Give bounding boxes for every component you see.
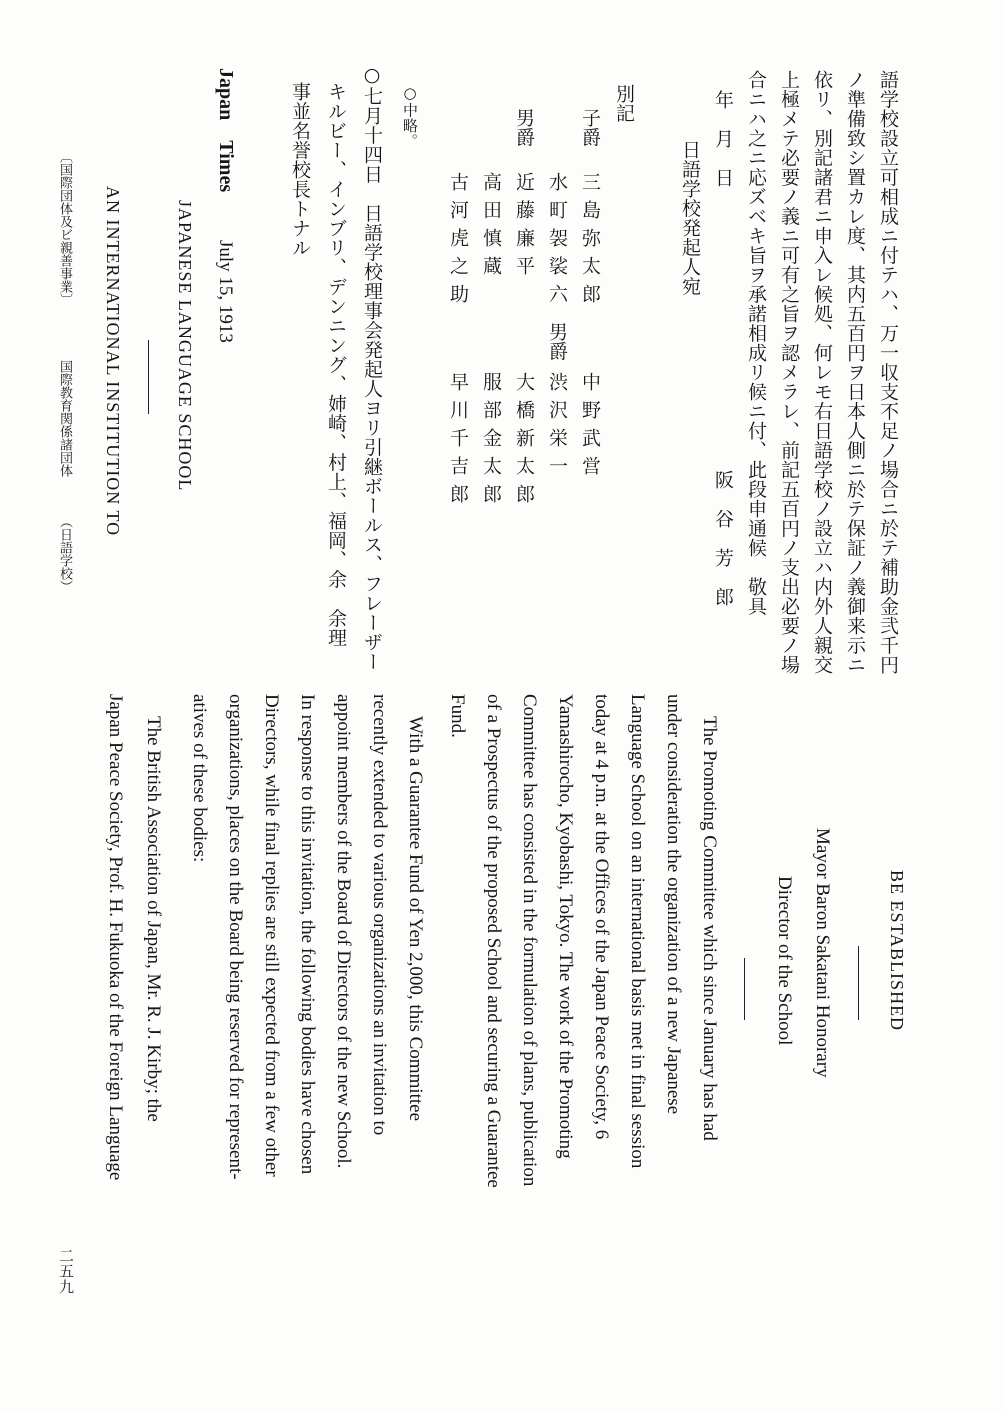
appendix-c2-name-2: 渋沢栄一 <box>546 372 568 484</box>
appendix-c1-name-2: 水町袈裟六 <box>546 172 568 312</box>
article-line-2: under consideration the organization of a new Japanese <box>663 694 684 1115</box>
july-note-line-1: ○七月十四日 日語学校理事会発起人ヨリ引継ボールス、フレーザー <box>361 64 383 672</box>
letter-line-1: 語学校設立可相成ニ付テハ、万一収支不足ノ場合ニ於テ補助金弐千円 <box>877 70 899 675</box>
title-rule-3 <box>744 958 745 1020</box>
july-note-line-3: 事並名誉校長トナル <box>289 82 311 258</box>
appendix-heading: 別記 <box>613 84 635 123</box>
article-line-14: organizations, places on the Board being reserved for represent- <box>225 694 246 1180</box>
letter-line-5: 合ニハ之ニ応ズベキ旨ヲ承諾相成リ候ニ付、此段申通候 敬具 <box>745 70 767 616</box>
article-line-8: Fund. <box>447 694 468 738</box>
newspaper-name: Japan Times <box>215 68 237 193</box>
letter-addressee: 日語学校発起人宛 <box>679 140 701 296</box>
article-subtitle-1: Mayor Baron Sakatani Honorary <box>812 828 833 1078</box>
article-line-5: Yamashirocho, Kyobashi, Tokyo. The work of the Promoting <box>555 694 576 1159</box>
newspaper-date: July 15, 1913 <box>215 240 236 343</box>
footer-category: 〔国際団体及ビ親善事業〕 <box>57 150 72 306</box>
footer-subsection: （日語学校） <box>57 515 72 593</box>
page-number: 二五九 <box>57 1248 75 1295</box>
article-title-1: JAPANESE LANGUAGE SCHOOL <box>175 200 195 492</box>
letter-line-2: ノ準備致シ置カレ度、其内五百円ヲ日本人側ニ於テ保証ノ義御来示ニ <box>844 70 866 675</box>
letter-line-3: 依リ、別記諸君ニ申入レ候処、何レモ右日語学校ノ設立ハ内外人親交 <box>811 70 833 675</box>
appendix-c1-name-3: 近藤廉平 <box>513 172 535 284</box>
appendix-c2-name-5: 早川千吉郎 <box>447 372 469 512</box>
letter-line-4: 上極メテ必要ノ義ニ可有之旨ヲ認メラレ、前記五百円ノ支出必要ノ場 <box>778 70 800 675</box>
letter-signer: 阪 谷 芳 郎 <box>712 470 734 607</box>
omission-note: ○中略。 <box>401 84 419 149</box>
article-line-7: of a Prospectus of the proposed School and securing a Guarantee <box>483 694 504 1188</box>
appendix-c1-title-3: 男爵 <box>513 108 535 147</box>
article-line-13: Directors, while final replies are still expected from a few other <box>261 694 282 1177</box>
article-title-3: BE ESTABLISHED <box>887 870 907 1032</box>
article-subtitle-2: Director of the School <box>774 876 795 1046</box>
appendix-c1-title-1: 子爵 <box>579 108 601 147</box>
appendix-c2-name-1: 中野武営 <box>579 372 601 484</box>
article-line-10: recently extended to various organizations an invitation to <box>369 694 390 1136</box>
title-rule-1 <box>148 340 149 414</box>
article-title-2: AN INTERNATIONAL INSTITUTION TO <box>103 186 123 537</box>
article-line-3: Language School on an international basis met in final session <box>627 694 648 1169</box>
appendix-c1-name-1: 三島弥太郎 <box>579 172 601 312</box>
article-line-6: Committee has consisted in the formulation of plans, publication <box>519 694 540 1187</box>
article-line-17: Japan Peace Society, Prof. H. Fukuoka of the Foreign Language <box>105 694 126 1181</box>
appendix-c2-name-3: 大橋新太郎 <box>513 372 535 512</box>
article-line-9: With a Guarantee Fund of Yen 2,000, this Committee <box>405 716 426 1122</box>
appendix-c1-name-4: 高田慎蔵 <box>480 172 502 284</box>
appendix-c1-name-5: 古河虎之助 <box>447 172 469 312</box>
article-line-16: The British Association of Japan, Mr. R. J. Kirby; the <box>143 716 164 1122</box>
title-rule-2 <box>858 946 859 1020</box>
letter-date: 年 月 日 <box>712 90 734 188</box>
article-line-4: today at 4 p.m. at the Offices of the Japan Peace Society, 6 <box>591 694 612 1140</box>
article-line-11: appoint members of the Board of Directors of the new School. <box>333 694 354 1169</box>
article-line-15: atives of these bodies: <box>189 694 210 863</box>
footer-section: 国際教育関係諸団体 <box>57 360 72 477</box>
appendix-c2-title-2: 男爵 <box>546 322 568 361</box>
article-line-1: The Promoting Committee which since January has had <box>699 716 720 1141</box>
appendix-c2-name-4: 服部金太郎 <box>480 372 502 512</box>
july-note-line-2: キルビー、インブリ、デンニング、姉崎、村上、福岡、余 余理 <box>325 82 347 648</box>
article-line-12: In response to this invitation, the following bodies have chosen <box>297 694 318 1175</box>
